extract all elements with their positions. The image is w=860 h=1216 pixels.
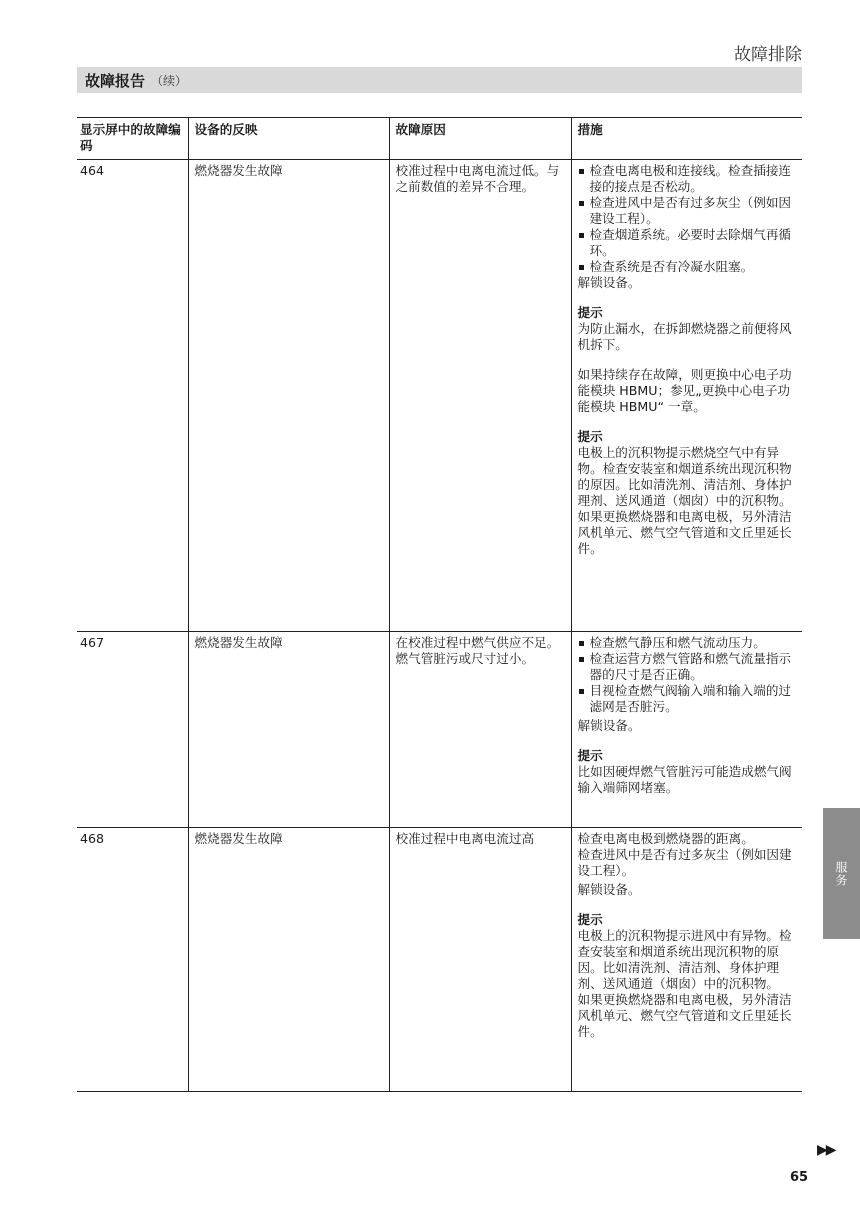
column-header-cause: 故障原因 [389,118,571,160]
device-reaction: 燃烧器发生故障 [188,632,389,828]
device-reaction: 燃烧器发生故障 [188,828,389,1092]
fault-code: 468 [80,831,105,846]
unlock-instruction: 解锁设备。 [577,882,641,897]
fault-cause: 校准过程中电离电流过低。与之前数值的差异不合理。 [389,160,571,632]
section-title: 故障报告 [85,71,146,90]
measures-list [578,163,797,275]
column-header-code: 显示屏中的故障编码 [80,122,181,153]
measures-cell [571,632,802,828]
measure-item: 检查运营方燃气管路和燃气流量指示器的尺寸是否正确。 [578,651,797,683]
measure-item: 检查电离电极和连接线。检查插接连接的接点是否松动。 [578,163,797,195]
note-text: 为防止漏水，在拆卸燃烧器之前便将风机拆下。 [577,321,792,352]
note-text: 比如因硬焊燃气管脏污可能造成燃气阀输入端筛网堵塞。 [577,764,792,795]
fault-table [77,117,802,1092]
fault-cause: 在校准过程中燃气供应不足。燃气管脏污或尺寸过小。 [389,632,571,828]
unlock-instruction: 解锁设备。 [577,718,641,733]
column-header-reaction: 设备的反映 [188,118,389,160]
column-header-measures: 措施 [571,118,802,160]
table-row [77,828,802,1092]
measure-text: 检查电离电极到燃烧器的距离。 [577,831,754,846]
measures-list [578,635,797,715]
note-text: 如果更换燃烧器和电离电极，另外清洁风机单元、燃气空气管道和文丘里延长件。 [577,509,792,556]
note-title: 提示 [577,912,603,927]
note-title: 提示 [577,429,603,444]
chapter-side-tab [823,808,860,939]
table-row [77,632,802,828]
measure-item: 检查烟道系统。必要时去除烟气再循环。 [578,227,797,259]
note-text: 电极上的沉积物提示进风中有异物。检查安装室和烟道系统出现沉积物的原因。比如清洗剂、清洁剂、身体护理剂、送风通道（烟囱）中的沉积物。 [577,928,792,991]
table-header-row [77,118,802,160]
measure-item: 目视检查燃气阀输入端和输入端的过滤网是否脏污。 [578,683,797,715]
note-title: 提示 [577,305,603,320]
measure-item: 检查燃气静压和燃气流动压力。 [578,635,797,651]
fault-cause: 校准过程中电离电流过高 [389,828,571,1092]
note-text: 如果更换燃烧器和电离电极，另外清洁风机单元、燃气空气管道和文丘里延长件。 [577,992,792,1039]
page-header-title: 故障排除 [734,45,802,65]
section-subtitle: （续） [151,73,188,88]
measures-cell [571,160,802,632]
replacement-instruction: 如果持续存在故障，则更换中心电子功能模块 HBMU；参见„更换中心电子功能模块 HBMU“ 一章。 [577,367,792,414]
measure-item: 检查系统是否有冷凝水阻塞。 [578,259,797,275]
fault-code: 467 [80,635,105,650]
measure-item: 检查进风中是否有过多灰尘（例如因建设工程）。 [578,195,797,227]
page-number: 65 [790,1170,809,1185]
fault-code: 464 [80,163,105,178]
section-title-bar [77,67,802,93]
device-reaction: 燃烧器发生故障 [188,160,389,632]
continue-arrow-icon: ▶▶ [817,1142,835,1158]
unlock-instruction: 解锁设备。 [577,275,641,290]
note-text: 电极上的沉积物提示燃烧空气中有异物。检查安装室和烟道系统出现沉积物的原因。比如清洗剂、清洁剂、身体护理剂、送风通道（烟囱）中的沉积物。 [577,445,792,508]
table-row [77,160,802,632]
measures-cell [571,828,802,1092]
measure-text: 检查进风中是否有过多灰尘（例如因建设工程）。 [577,847,792,878]
note-title: 提示 [577,748,603,763]
chapter-tab-label: 服务 [834,860,848,887]
